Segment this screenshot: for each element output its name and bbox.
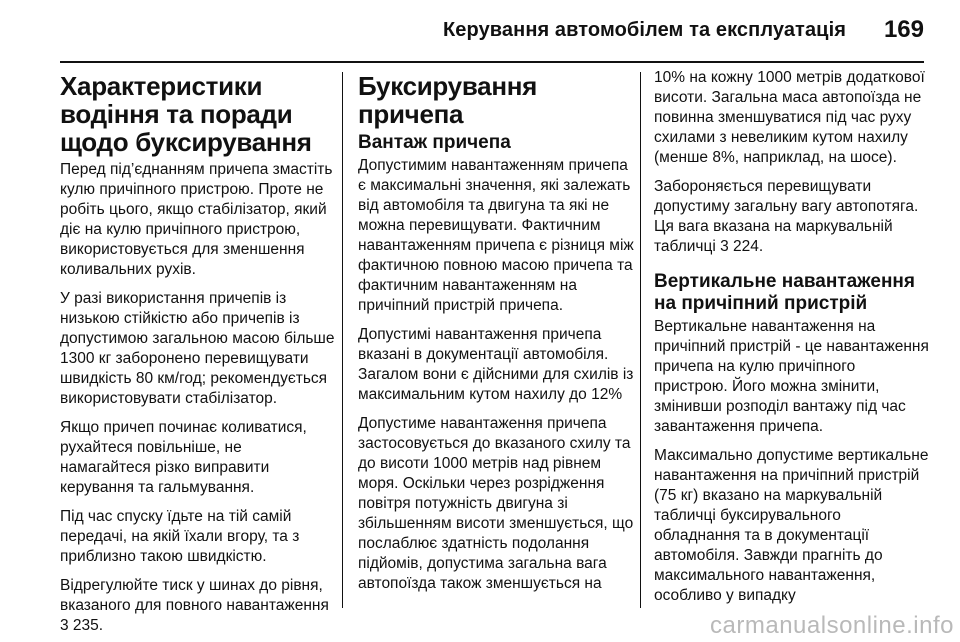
column-3 [654,64,930,610]
column-divider [640,72,641,608]
paragraph: Вертикальне навантаження на причіпний пристрій - це навантаження причепа на кулю причіпного пристрою. Його можна змінити, змінивши розподіл вантажу під час завантаження причепа. [654,318,929,435]
paragraph: 10% на кожну 1000 метрів додаткової висоти. Загальна маса автопоїзда не повинна зменшуватися під час руху схилами з невеликим кутом нахилу (менше 8%, наприклад, на шосе). [654,69,925,166]
paragraph: Допустимі навантаження причепа вказані в документації автомобіля. Загалом вони є дійсними для схилів із максимальним кутом нахилу до 12% [358,326,634,403]
section-heading-towing: Буксирування причепа [358,71,537,129]
section-heading-driving-tips: Характеристики водіння та поради щодо буксирування [60,71,312,157]
paragraph: Забороняється перевищувати допустиму загальну вагу автопотяга. Ця вага вказана на маркувальній табличці 3 224. [654,178,919,255]
paragraph: Під час спуску їдьте на тій самій передачі, на якій їхали вгору, та з приблизно такою швидкістю. [60,508,300,565]
header-rule [60,61,924,63]
column-divider [342,72,343,608]
subheading-vertical-load: Вертикальне навантаження на причіпний пристрій [654,271,915,314]
paragraph: Допустиме навантаження причепа застосовується до вказаного схилу та до висоти 1000 метрів над рівнем моря. Оскільки через розрідження повітря потужність двигуна зі збільшенням висоти зменшується, що послаблює здатність подолання підйомів, допустима загальна вага автопоїзда також зменшується на [358,415,634,592]
column-1 [60,64,336,634]
watermark: carmanualsonline.info [710,612,954,639]
header-title: Керування автомобілем та експлуатація [442,19,846,41]
paragraph: У разі використання причепів із низькою стійкістю або причепів із допустимою загальною масою більше 1300 кг заборонено перевищувати швидкість 80 км/год; рекомендується використовувати стабілізатор. [60,290,335,407]
paragraph: Перед під’єднанням причепа змастіть кулю причіпного пристрою. Проте не робіть цього, якщо стабілізатор, який діє на кулю причіпного пристрою, використовується для зменшення коливальних рухів. [60,161,333,278]
column-2 [358,64,636,610]
subheading-trailer-load: Вантаж причепа [358,132,511,153]
page-number: 169 [883,16,924,43]
paragraph: Максимально допустиме вертикальне навантаження на причіпний пристрій (75 кг) вказано на маркувальній табличці буксирувального обладнання та в документації автомобіля. Завжди прагніть до максимального навантаження, особливо у випадку [654,447,929,604]
paragraph: Якщо причеп починає коливатися, рухайтеся повільніше, не намагайтеся різко виправити керування та гальмування. [60,419,307,496]
page-header [0,0,960,62]
paragraph: Допустимим навантаженням причепа є максимальні значення, які залежать від автомобіля та двигуна та які не можна перевищувати. Фактичним навантаженням причепа є різниця між фактичною повною масою причепа та фактичним навантаженням на причіпний пристрій причепа. [358,157,634,314]
paragraph: Відрегулюйте тиск у шинах до рівня, вказаного для повного навантаження 3 235. [60,577,329,634]
